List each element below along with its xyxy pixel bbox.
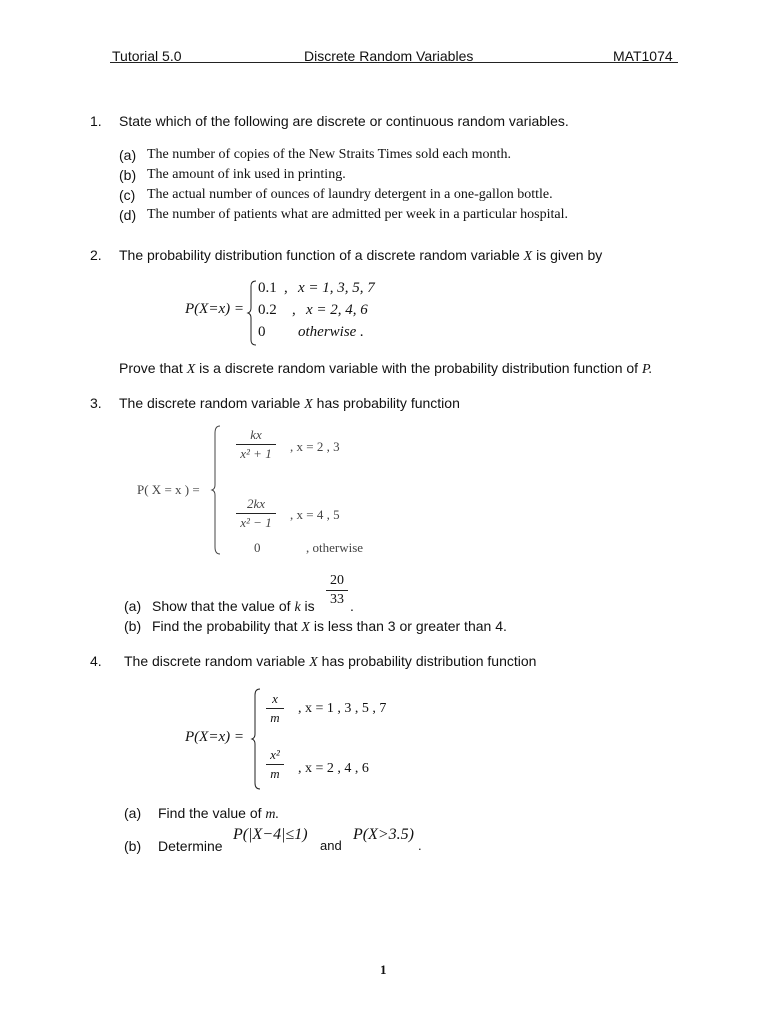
q4-part-a [124,805,279,823]
q1-item-d-label: (d) [119,207,137,223]
q4-case1-num: x [272,691,278,706]
q4-part-b-tail: . [418,838,422,853]
q3-case1-num: kx [250,427,262,442]
q3-brace [212,425,222,555]
q3-part-a [124,598,315,616]
q4-case2-den: m [270,766,280,781]
q3-case2-bar [236,513,276,514]
q4-part-b-expr1: P(|X−4|≤1) [233,826,308,843]
q2-prompt-a: The probability distribution function of a discrete random variable [119,247,520,263]
q3-part-b-var: X [301,620,310,635]
q4-brace [252,688,262,790]
q3-prompt [119,395,460,413]
q3-case2-fraction [236,496,276,531]
q4-part-b-expr2: P(X>3.5) [353,826,414,843]
q1-item-c-label: (c) [119,187,136,203]
q2-prompt-var: X [523,249,533,264]
q3-case3-cond: , otherwise [306,540,364,555]
q4-prompt-b: has probability distribution function [321,653,537,669]
q3-part-b-text: Find the probability that [152,618,298,634]
q3-part-a-label: (a) [124,598,142,614]
q2-followup-var: X [186,362,196,377]
q2-case1-value: 0.1 [258,280,277,296]
q3-prompt-a: The discrete random variable [119,395,301,411]
q4-part-b [124,838,223,854]
header-rule [110,62,678,63]
q2-followup [119,360,652,378]
q3-case3-value: 0 [254,540,261,555]
q3-part-b-text-b: is less than 3 or greater than 4. [313,618,507,634]
q1-item-b-text: The amount of ink used in printing. [147,167,346,182]
q3-case1-den: x² + 1 [240,446,272,461]
q1-number: 1. [90,113,102,129]
q3-k-bar [326,590,348,591]
q2-case2-sep: , [292,302,296,318]
q1-prompt: State which of the following are discrete or continuous random variables. [119,113,569,129]
q3-case2-cond: , x = 4 , 5 [290,507,340,522]
q3-case2-den: x² − 1 [240,515,272,530]
q3-prompt-var: X [304,397,313,412]
q4-prompt-a: The discrete random variable [124,653,306,669]
q3-k-fraction [326,573,348,608]
q3-part-b-label: (b) [124,618,142,634]
q4-part-b-text: Determine [158,838,223,854]
q2-case2-cond: x = 2, 4, 6 [306,302,368,318]
q2-prompt [119,247,602,265]
q1-item-d-text: The number of patients what are admitted per week in a particular hospital. [147,207,569,222]
q4-lhs: P(X=x) = [185,729,244,745]
q4-part-a-text: Find the value of [158,805,262,821]
q4-part-a-label: (a) [124,805,142,821]
q3-part-a-text-b: is [304,598,315,614]
header-title: Discrete Random Variables [304,48,474,64]
q4-number: 4. [90,653,102,669]
q4-part-b-label: (b) [124,838,142,854]
q3-case1-bar [236,444,276,445]
q2-prompt-b: is given by [536,247,603,263]
q2-case2-value: 0.2 [258,302,277,318]
q3-part-a-var: k [294,600,301,615]
q2-case3-value: 0 [258,324,266,340]
q4-case2-cond: , x = 2 , 4 , 6 [298,761,369,776]
q2-followup-b: is a discrete random variable with the probability distribution function of [199,360,639,376]
page-number: 1 [380,962,387,977]
q4-case2-fraction [266,747,284,782]
q3-k-num: 20 [330,573,344,588]
q3-k-den: 33 [330,592,344,607]
q3-part-a-tail: . [350,598,354,614]
q4-part-a-var: m. [265,807,280,822]
q2-number: 2. [90,247,102,263]
q1-item-c-text: The actual number of ounces of laundry detergent in a one-gallon bottle. [147,187,553,202]
q1-item-b-label: (b) [119,167,137,183]
q2-brace [248,280,258,346]
q1-item-a-text: The number of copies of the New Straits Times sold each month. [147,147,511,162]
q3-case1-cond: , x = 2 , 3 [290,439,340,454]
q2-case1-cond: x = 1, 3, 5, 7 [298,280,375,296]
q4-case1-fraction [266,691,284,726]
q2-followup-var2: P. [641,362,653,377]
q2-lhs: P(X=x) = [185,301,244,317]
q4-prompt [124,653,536,671]
q2-case1-sep: , [284,280,288,296]
q3-prompt-b: has probability function [316,395,460,411]
q4-case1-bar [266,708,284,709]
q3-case2-num: 2kx [246,496,266,511]
q3-lhs: P( X = x ) = [137,482,200,497]
q4-case1-den: m [270,710,280,725]
q4-case2-num: x² [270,747,280,762]
q3-case1-fraction [236,427,276,462]
q2-followup-a: Prove that [119,360,183,376]
q3-part-a-text: Show that the value of [152,598,291,614]
q3-part-b [124,618,507,636]
q3-number: 3. [90,395,102,411]
q4-part-b-and: and [320,838,342,853]
header-right: MAT1074 [613,48,673,64]
q1-item-a-label: (a) [119,147,137,163]
q4-case2-bar [266,764,284,765]
q2-case3-cond: otherwise . [298,324,364,340]
q4-case1-cond: , x = 1 , 3 , 5 , 7 [298,701,387,716]
header-left: Tutorial 5.0 [112,48,182,64]
q4-prompt-var: X [309,655,318,670]
